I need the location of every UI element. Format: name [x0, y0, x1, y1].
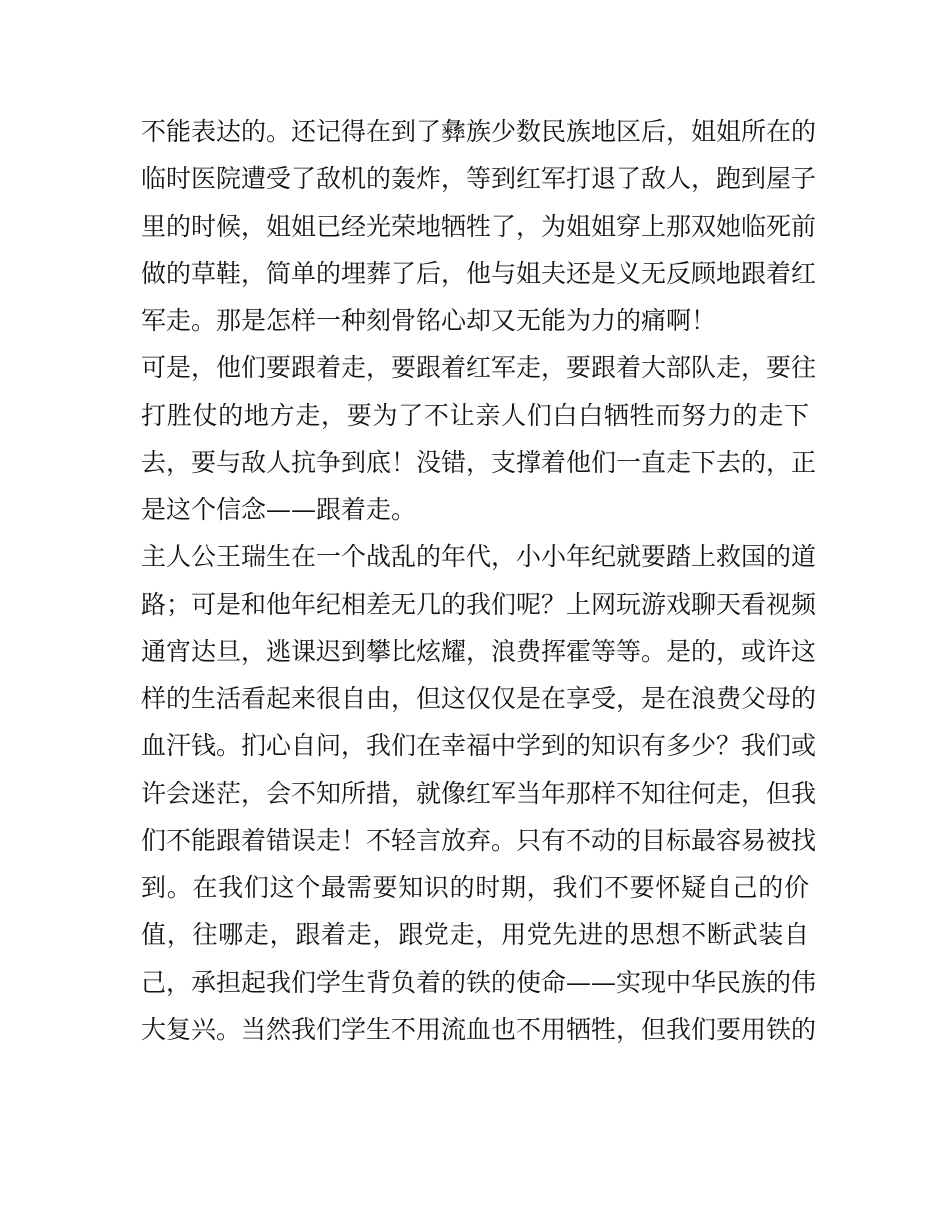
- text-line: 们不能跟着错误走！不轻言放弃。只有不动的目标最容易被找: [141, 825, 817, 855]
- text-line: 主人公王瑞生在一个战乱的年代，小小年纪就要踏上救国的道: [141, 542, 817, 572]
- text-line: 血汗钱。扪心自问，我们在幸福中学到的知识有多少？我们或: [141, 731, 817, 761]
- text-line: 己，承担起我们学生背负着的铁的使命——实现中华民族的伟: [141, 967, 817, 997]
- text-line: 大复兴。当然我们学生不用流血也不用牺牲，但我们要用铁的: [141, 1014, 817, 1044]
- text-line: 通宵达旦，逃课迟到攀比炫耀，浪费挥霍等等。是的，或许这: [141, 636, 817, 666]
- text-line: 许会迷茫，会不知所措，就像红军当年那样不知往何走，但我: [141, 778, 817, 808]
- text-line: 军走。那是怎样一种刻骨铭心却又无能为力的痛啊！: [141, 306, 717, 335]
- text-line: 到。在我们这个最需要知识的时期，我们不要怀疑自己的价: [141, 873, 809, 902]
- paragraph-1: [141, 108, 817, 344]
- text-line: 去，要与敌人抗争到底！没错，支撑着他们一直走下去的，正: [141, 447, 817, 477]
- text-line: 可是，他们要跟着走，要跟着红军走，要跟着大部队走，要往: [141, 353, 817, 383]
- paragraph-2: [141, 344, 817, 533]
- text-line: 路；可是和他年纪相差无几的我们呢？上网玩游戏聊天看视频: [141, 589, 817, 619]
- text-line: 打胜仗的地方走，要为了不让亲人们白白牺牲而努力的走下: [141, 400, 809, 430]
- text-line: 是这个信念——跟着走。: [141, 495, 417, 524]
- paragraph-3: [141, 533, 817, 1053]
- text-line: 样的生活看起来很自由，但这仅仅是在享受，是在浪费父母的: [141, 684, 817, 713]
- text-line: 不能表达的。还记得在到了彝族少数民族地区后，姐姐所在的: [141, 117, 817, 146]
- text-line: 里的时候，姐姐已经光荣地牺牲了，为姐姐穿上那双她临死前: [141, 211, 817, 241]
- text-line: 做的草鞋，简单的埋葬了后，他与姐夫还是义无反顾地跟着红: [141, 258, 817, 288]
- text-line: 值，往哪走，跟着走，跟党走，用党先进的思想不断武装自: [141, 920, 809, 950]
- document-page: [141, 108, 817, 1053]
- text-line: 临时医院遭受了敌机的轰炸，等到红军打退了敌人，跑到屋子: [141, 164, 817, 194]
